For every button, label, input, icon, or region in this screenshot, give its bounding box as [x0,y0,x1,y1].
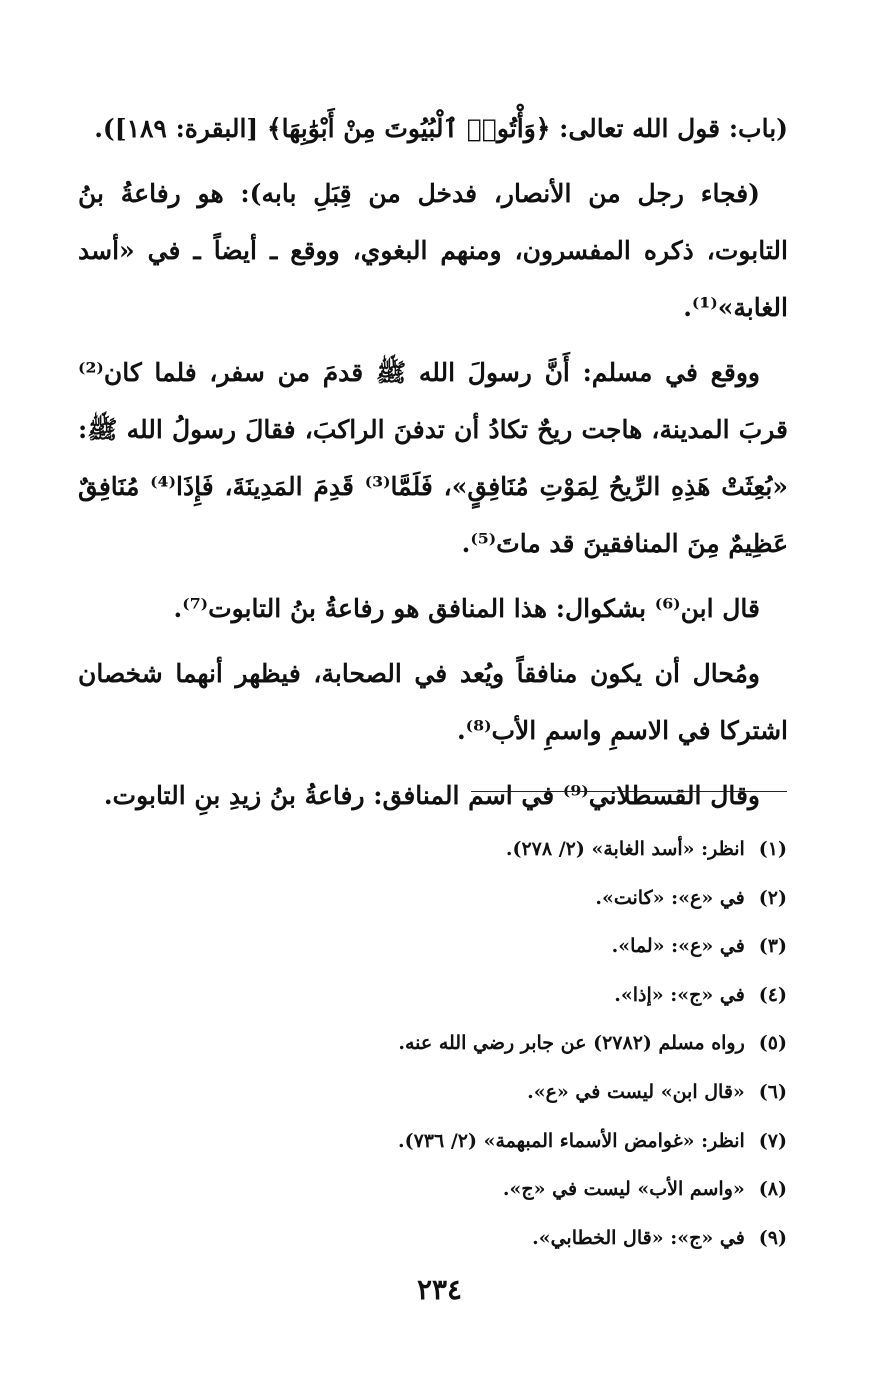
footnote-text: انظر: «أسد الغابة» (٢/ ٢٧٨). [505,838,745,860]
footnote-number: (٩) [758,1226,787,1249]
paragraph: (فجاء رجل من الأنصار، فدخل من قِبَلِ بابه): هو رفاعةُ بنُ التابوت، ذكره المفسرون، ومنهم البغوي، ووقع ـ أيضاً ـ في «أسد الغابة»⁽¹⁾. [78,179,788,322]
footnote-number: (٧) [758,1129,787,1152]
footnote-text: «قال ابن» ليست في «ع». [527,1080,745,1103]
footnote-divider [471,791,787,792]
footnote [78,1214,787,1263]
paragraph: ومُحال أن يكون منافقاً ويُعد في الصحابة، فيظهر أنهما شخصان اشتركا في الاسمِ واسمِ الأب⁽⁸⁾. [78,659,788,745]
footnote-text: «واسم الأب» ليست في «ج». [502,1178,745,1201]
footnote [78,1117,787,1166]
footnote-number: (١) [758,838,787,860]
footnote-text: في «ج»: «قال الخطابي». [532,1226,745,1249]
footnote-number: (٤) [758,983,787,1006]
footnote-number: (٣) [758,935,787,958]
footnote-text: في «ع»: «لما». [611,935,745,958]
footnotes [78,825,787,1262]
footnote-text: رواه مسلم (٢٧٨٢) عن جابر رضي الله عنه. [398,1032,745,1055]
footnote [78,825,787,874]
footnote [78,1019,787,1068]
footnote [78,874,787,923]
paragraph: ووقع في مسلم: أَنَّ رسولَ الله ﷺ قدمَ من سفر، فلما كان⁽²⁾ قربَ المدينة، هاجت ريحٌ تكادُ أن تدفنَ الراكبَ، فقالَ رسولُ الله ﷺ: «بُعِثَتْ هَذِهِ الرِّيحُ لِمَوْتِ مُنَافِقٍ»، فَلَمَّا⁽³⁾ قَدِمَ المَدِينَةَ، فَإِذَا⁽⁴⁾ مُنَافِقٌ عَظِيمٌ مِنَ المنافقينَ قد ماتَ⁽⁵⁾. [78,358,788,558]
footnote-number: (٦) [758,1080,787,1103]
footnote [78,1165,787,1214]
paragraph: وقال القسطلاني⁽⁹⁾ في اسم المنافق: رفاعةُ بنُ زيدِ بنِ التابوت. [103,781,760,810]
footnote-text: في «ج»: «إذا». [614,983,745,1006]
footnote-number: (٢) [758,886,787,909]
chapter-heading: (باب: قول الله تعالى: ﴿وَأْتُوا۟ ٱلْبُيُوتَ مِنْ أَبْوَٰبِهَا﴾ [البقرة: ١٨٩]). [94,114,788,143]
page-number: ٢٣٤ [416,1273,463,1306]
footnote [78,922,787,971]
footnote [78,971,787,1020]
footnote [78,1068,787,1117]
paragraph: قال ابن⁽⁶⁾ بشكوال: هذا المنافق هو رفاعةُ بنُ التابوت⁽⁷⁾. [173,594,760,623]
footnote-number: (٨) [758,1178,787,1201]
footnote-text: في «ع»: «كانت». [595,886,745,909]
footnote-number: (٥) [758,1032,787,1055]
footnote-text: انظر: «غوامض الأسماء المبهمة» (٢/ ٧٣٦). [397,1129,745,1152]
main-text [78,100,788,824]
